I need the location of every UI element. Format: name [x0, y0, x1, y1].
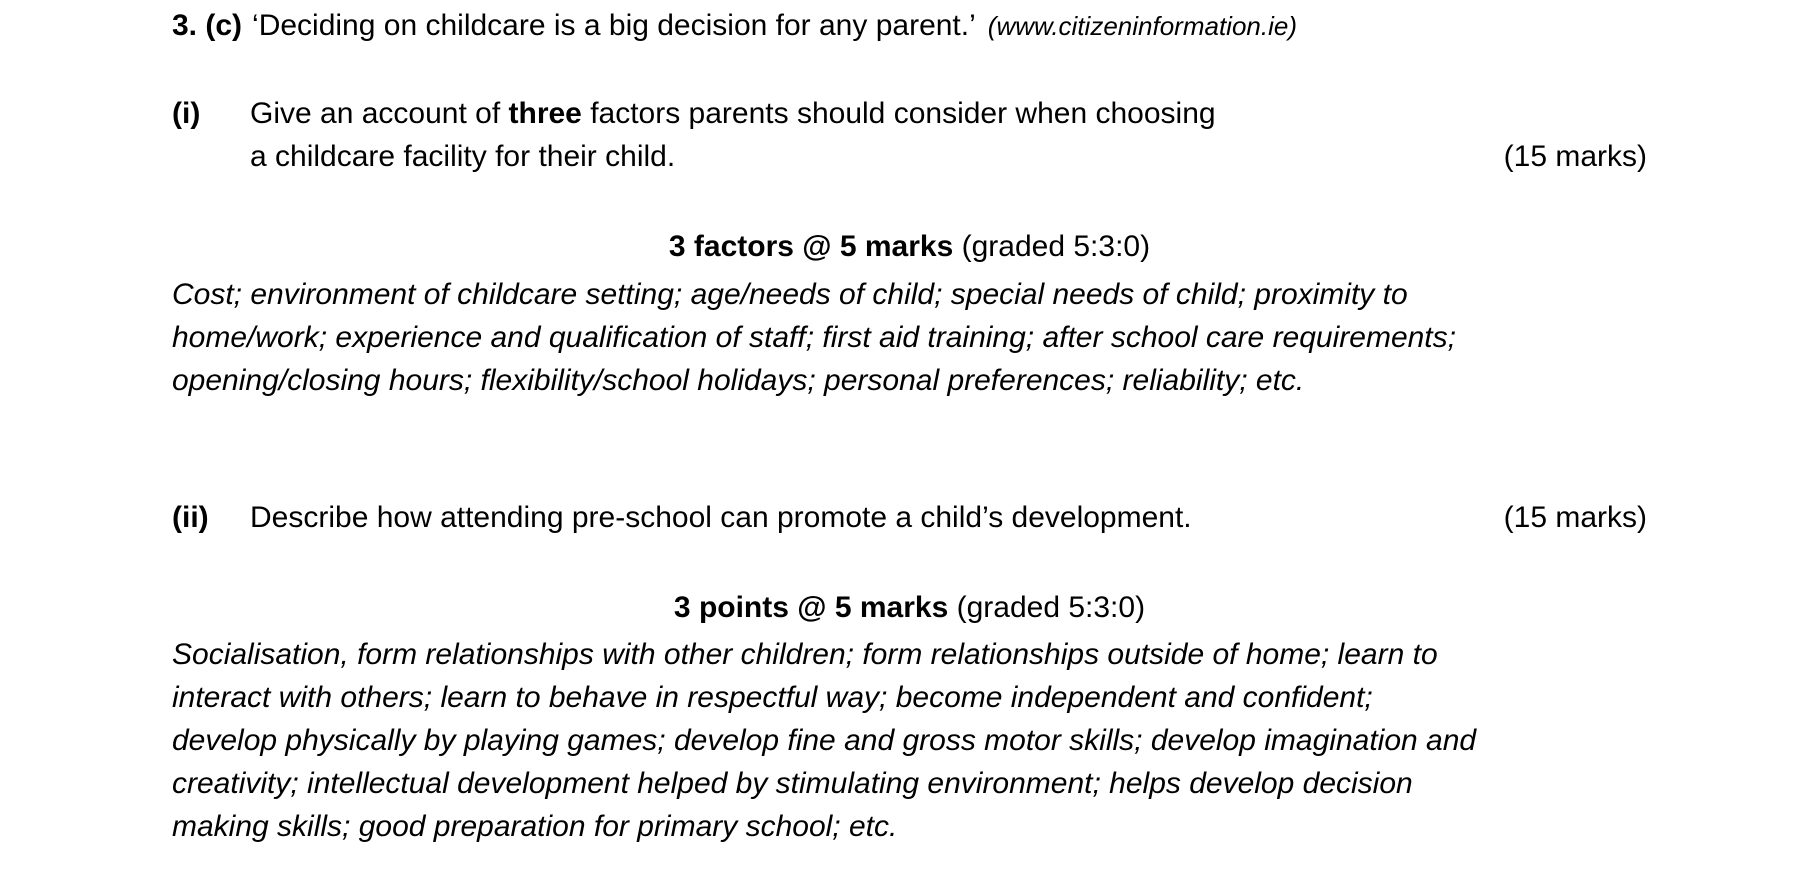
scheme-i-heading-bold: 3 factors @ 5 marks: [668, 230, 954, 263]
question-i-text-post: factors parents should consider when choosing: [581, 97, 1216, 130]
question-i-marks: (15 marks): [1503, 140, 1647, 173]
scheme-ii-heading-normal: (graded 5:3:0): [948, 591, 1146, 624]
question-i-text-line2: a childcare facility for their child.: [250, 140, 676, 173]
question-ii-label: (ii): [172, 501, 209, 534]
question-i-label: (i): [172, 97, 201, 130]
question-i-line1: [250, 92, 1647, 135]
quote-source-url: (www.citizeninformation.ie): [987, 11, 1297, 41]
question-i: [172, 92, 1647, 178]
question-i-text-bold: three: [508, 97, 582, 130]
scheme-i-heading: [172, 225, 1647, 268]
question-ii-line: [250, 496, 1647, 539]
scheme-i-answers: [172, 273, 1647, 402]
scheme-i-answer-line: Cost; environment of childcare setting; age/needs of child; special needs of child; proximity to: [172, 278, 1408, 311]
scheme-i-answer-line: opening/closing hours; flexibility/school holidays; personal preferences; reliability; etc.: [172, 364, 1305, 397]
scheme-i-heading-normal: (graded 5:3:0): [953, 230, 1151, 263]
question-ii-marks: (15 marks): [1503, 501, 1647, 534]
scheme-ii-heading: [172, 586, 1647, 629]
scheme-ii-answer-line: making skills; good preparation for primary school; etc.: [172, 810, 898, 843]
question-quote: ‘Deciding on childcare is a big decision for any parent.’: [252, 9, 976, 42]
question-i-text-pre: Give an account of: [250, 97, 509, 130]
scheme-ii-heading-bold: 3 points @ 5 marks: [673, 591, 949, 624]
question-number: 3. (c): [172, 9, 243, 42]
scheme-i-answer-line: home/work; experience and qualification of staff; first aid training; after school care requirements;: [172, 321, 1456, 354]
scheme-ii-answer-line: interact with others; learn to behave in respectful way; become independent and confident;: [172, 681, 1373, 714]
question-ii: [172, 496, 1647, 539]
scheme-ii-answer-line: develop physically by playing games; develop fine and gross motor skills; develop imagination and: [172, 724, 1477, 757]
question-header: [172, 4, 1647, 48]
scheme-ii-answer-line: creativity; intellectual development helped by stimulating environment; helps develop decision: [172, 767, 1413, 800]
question-ii-text: Describe how attending pre-school can promote a child’s development.: [250, 501, 1192, 534]
scheme-ii-answer-line: Socialisation, form relationships with other children; form relationships outside of home; learn to: [172, 638, 1438, 671]
question-i-line2: [250, 135, 1647, 178]
scheme-ii-answers: [172, 633, 1647, 848]
